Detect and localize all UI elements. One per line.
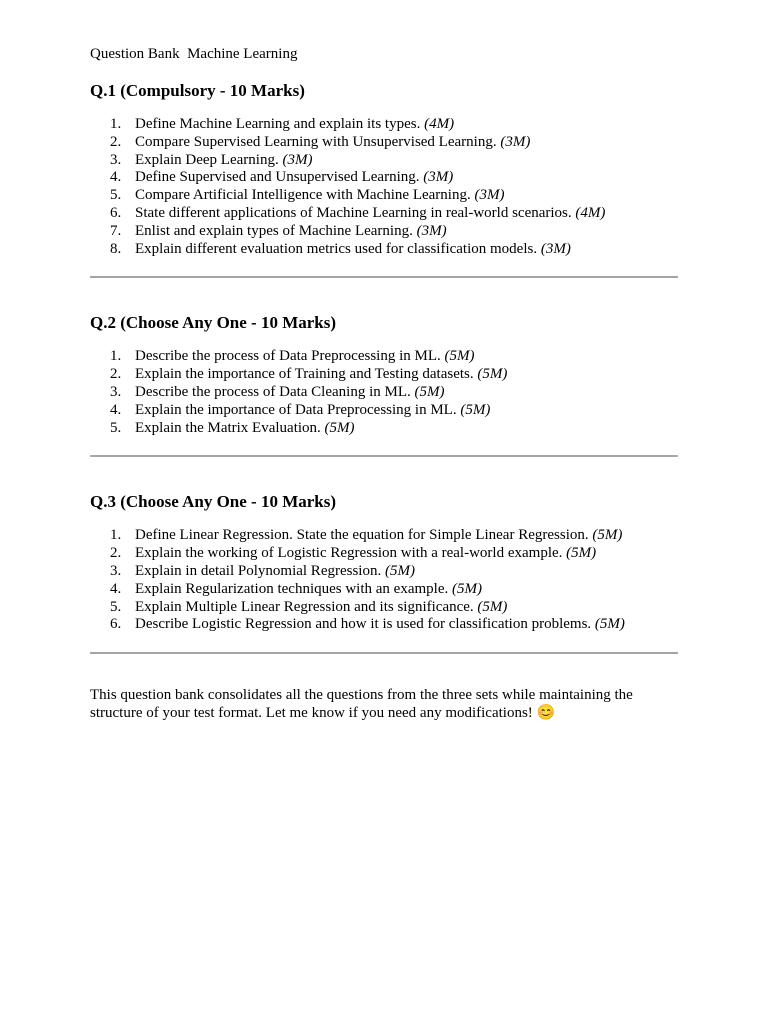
question-marks: (5M) xyxy=(444,348,475,365)
list-item xyxy=(90,241,678,259)
question-text: Explain the importance of Data Preprocessing in ML. xyxy=(135,401,457,418)
question-marks: (3M) xyxy=(282,151,313,168)
question-list-q1 xyxy=(90,116,678,258)
list-item xyxy=(90,616,678,634)
question-number: 5. xyxy=(110,187,122,204)
question-text: Describe the process of Data Preprocessing in ML. xyxy=(135,348,441,365)
question-marks: (5M) xyxy=(460,401,491,418)
question-number: 6. xyxy=(110,204,122,221)
question-marks: (5M) xyxy=(477,366,508,383)
list-item xyxy=(90,223,678,241)
list-item xyxy=(90,581,678,599)
question-marks: (5M) xyxy=(384,562,415,579)
list-item xyxy=(90,384,678,402)
question-number: 2. xyxy=(110,366,122,383)
list-item xyxy=(90,187,678,205)
list-item xyxy=(90,205,678,223)
question-text: Explain the importance of Training and Testing datasets. xyxy=(135,366,474,383)
question-text: Explain the Matrix Evaluation. xyxy=(135,419,321,436)
question-number: 7. xyxy=(110,222,122,239)
question-text: Compare Artificial Intelligence with Machine Learning. xyxy=(135,187,471,204)
question-marks: (4M) xyxy=(575,204,606,221)
question-marks: (5M) xyxy=(594,616,625,633)
question-marks: (5M) xyxy=(324,419,355,436)
question-marks: (3M) xyxy=(474,187,505,204)
question-number: 5. xyxy=(110,419,122,436)
list-item xyxy=(90,599,678,617)
list-item xyxy=(90,527,678,545)
question-text: Describe the process of Data Cleaning in ML. xyxy=(135,383,411,400)
question-number: 3. xyxy=(110,151,122,168)
list-item xyxy=(90,366,678,384)
question-number: 6. xyxy=(110,616,122,633)
list-item xyxy=(90,545,678,563)
section-divider xyxy=(90,276,678,278)
question-marks: (3M) xyxy=(540,240,571,257)
list-item xyxy=(90,169,678,187)
list-item xyxy=(90,420,678,438)
list-item xyxy=(90,348,678,366)
question-text: Explain Multiple Linear Regression and its significance. xyxy=(135,598,474,615)
question-number: 4. xyxy=(110,401,122,418)
closing-note: This question bank consolidates all the questions from the three sets while maintaining the structure of your test format. Let me know if you need any modifications! 😊 xyxy=(90,687,633,721)
question-text: Explain different evaluation metrics used for classification models. xyxy=(135,240,538,257)
list-item xyxy=(90,152,678,170)
question-text: Define Machine Learning and explain its types. xyxy=(135,116,421,132)
question-number: 4. xyxy=(110,169,122,186)
question-number: 2. xyxy=(110,133,122,150)
question-marks: (4M) xyxy=(424,116,455,132)
question-number: 1. xyxy=(110,116,122,132)
question-text: Explain in detail Polynomial Regression. xyxy=(135,562,382,579)
section-divider xyxy=(90,652,678,654)
section-divider xyxy=(90,455,678,457)
document-title: Question Bank Machine Learning xyxy=(90,46,298,62)
question-text: State different applications of Machine Learning in real-world scenarios. xyxy=(135,204,572,221)
question-marks: (5M) xyxy=(477,598,508,615)
section-heading-q1: Q.1 (Compulsory - 10 Marks) xyxy=(90,81,305,100)
list-item xyxy=(90,116,678,134)
question-marks: (5M) xyxy=(414,383,445,400)
question-text: Describe Logistic Regression and how it is used for classification problems. xyxy=(135,616,592,633)
question-marks: (5M) xyxy=(452,580,482,597)
question-number: 1. xyxy=(110,527,122,544)
question-text: Define Supervised and Unsupervised Learning. xyxy=(135,169,420,186)
question-list-q2 xyxy=(90,348,678,437)
question-number: 3. xyxy=(110,383,122,400)
question-number: 8. xyxy=(110,240,122,257)
question-marks: (3M) xyxy=(416,222,447,239)
list-item xyxy=(90,563,678,581)
question-number: 3. xyxy=(110,562,122,579)
question-text: Explain Deep Learning. xyxy=(135,151,279,168)
question-list-q3 xyxy=(90,527,678,634)
question-marks: (5M) xyxy=(592,527,623,544)
question-text: Compare Supervised Learning with Unsupervised Learning. xyxy=(135,133,497,150)
question-number: 1. xyxy=(110,348,122,365)
section-heading-q3: Q.3 (Choose Any One - 10 Marks) xyxy=(90,492,337,512)
question-text: Explain the working of Logistic Regression with a real-world example. xyxy=(135,545,563,562)
question-marks: (5M) xyxy=(566,545,597,562)
list-item xyxy=(90,134,678,152)
question-number: 4. xyxy=(110,580,122,597)
question-text: Enlist and explain types of Machine Learning. xyxy=(135,222,413,239)
list-item xyxy=(90,402,678,420)
question-marks: (3M) xyxy=(500,133,531,150)
question-number: 5. xyxy=(110,598,122,615)
document-page xyxy=(90,44,678,723)
question-text: Explain Regularization techniques with an example. xyxy=(135,580,449,597)
question-text: Define Linear Regression. State the equation for Simple Linear Regression. xyxy=(135,527,589,544)
question-number: 2. xyxy=(110,545,122,562)
section-heading-q2: Q.2 (Choose Any One - 10 Marks) xyxy=(90,313,337,333)
question-marks: (3M) xyxy=(423,169,454,186)
